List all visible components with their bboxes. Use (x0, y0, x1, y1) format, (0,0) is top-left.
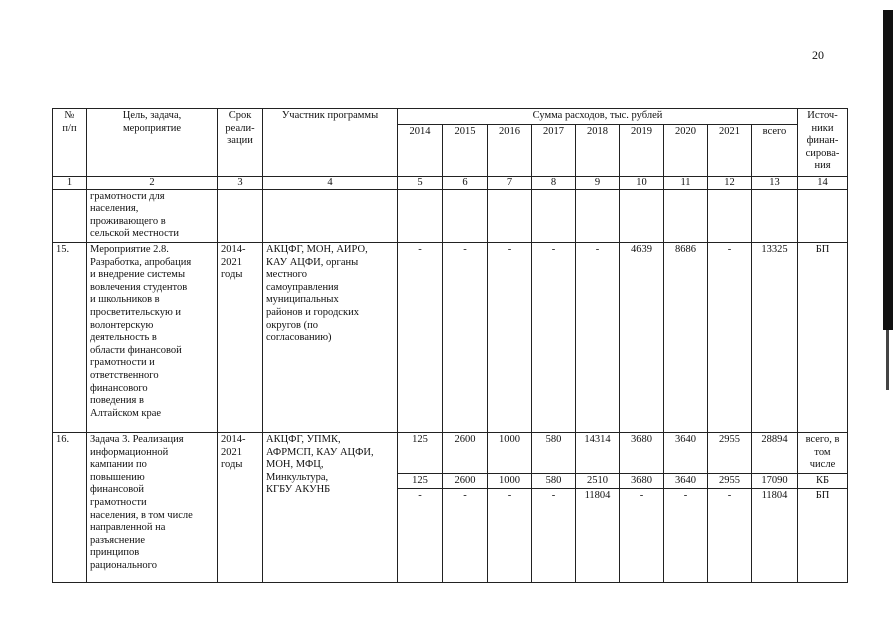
value-cell: - (398, 242, 443, 432)
value-cell: 2510 (576, 473, 620, 489)
col-number: 6 (443, 176, 488, 189)
value-cell: 28894 (752, 432, 798, 473)
col-number: 12 (708, 176, 752, 189)
year-header: 2021 (708, 124, 752, 176)
value-cell: - (620, 489, 664, 583)
value-cell: 125 (398, 473, 443, 489)
header-participant: Участник программы (263, 109, 398, 177)
col-number: 4 (263, 176, 398, 189)
header-goal: Цель, задача, мероприятие (87, 109, 218, 177)
col-number: 8 (532, 176, 576, 189)
value-cell: - (576, 242, 620, 432)
goal-cell: грамотности для населения, проживающего в сельской местности (87, 189, 218, 242)
header-term: Срок реали- зации (218, 109, 263, 177)
col-number: 11 (664, 176, 708, 189)
term-cell: 2014- 2021 годы (218, 242, 263, 432)
source-cell: всего, в том числе (798, 432, 848, 473)
page-number: 20 (812, 48, 824, 62)
value-cell: - (398, 489, 443, 583)
col-number: 2 (87, 176, 218, 189)
value-cell: 125 (398, 432, 443, 473)
value-cell: 1000 (488, 432, 532, 473)
col-number: 5 (398, 176, 443, 189)
value-cell: 13325 (752, 242, 798, 432)
year-header: 2015 (443, 124, 488, 176)
value-cell: - (664, 489, 708, 583)
participant-cell: АКЦФГ, УПМК, АФРМСП, КАУ АЦФИ, МОН, МФЦ, Минкультура, КГБУ АКУНБ (263, 432, 398, 582)
source-cell: БП (798, 242, 848, 432)
col-number: 9 (576, 176, 620, 189)
source-cell: КБ (798, 473, 848, 489)
source-cell: БП (798, 489, 848, 583)
goal-cell: Мероприятие 2.8. Разработка, апробация и внедрение системы вовлечения студентов и школьников в просветительскую и волонтерскую деятельность в области финансовой грамотности и ответственного финансового поведения в Алтайском крае (87, 242, 218, 432)
year-header: 2017 (532, 124, 576, 176)
term-cell: 2014- 2021 годы (218, 432, 263, 582)
col-number: 10 (620, 176, 664, 189)
scan-edge (883, 10, 893, 330)
value-cell: 11804 (752, 489, 798, 583)
value-cell: 580 (532, 473, 576, 489)
value-cell: 2955 (708, 432, 752, 473)
col-number: 3 (218, 176, 263, 189)
value-cell: - (532, 489, 576, 583)
col-number: 1 (53, 176, 87, 189)
table-row (53, 242, 848, 432)
value-cell: 2955 (708, 473, 752, 489)
value-cell: 2600 (443, 473, 488, 489)
value-cell: 3680 (620, 432, 664, 473)
col-number: 14 (798, 176, 848, 189)
value-cell: - (443, 242, 488, 432)
year-header: 2018 (576, 124, 620, 176)
value-cell: 11804 (576, 489, 620, 583)
col-number: 7 (488, 176, 532, 189)
header-source: Источ- ники финан- сирова- ния (798, 109, 848, 177)
value-cell: - (488, 489, 532, 583)
year-header: 2020 (664, 124, 708, 176)
row-number: 16. (53, 432, 87, 582)
value-cell: - (488, 242, 532, 432)
value-cell: 1000 (488, 473, 532, 489)
header-sum: Сумма расходов, тыс. рублей (398, 109, 798, 125)
value-cell: - (532, 242, 576, 432)
expenses-table (52, 108, 848, 583)
value-cell: - (443, 489, 488, 583)
value-cell: - (708, 242, 752, 432)
value-cell: 4639 (620, 242, 664, 432)
year-header: 2016 (488, 124, 532, 176)
value-cell: 14314 (576, 432, 620, 473)
year-header: 2014 (398, 124, 443, 176)
value-cell: 3640 (664, 432, 708, 473)
goal-cell: Задача 3. Реализация информационной кампании по повышению финансовой грамотности населения, в том числе направленной на разъяснение принципов рационального (87, 432, 218, 582)
value-cell: - (708, 489, 752, 583)
value-cell: 3640 (664, 473, 708, 489)
participant-cell: АКЦФГ, МОН, АИРО, КАУ АЦФИ, органы местного самоуправления муниципальных районов и городских округов (по согласованию) (263, 242, 398, 432)
row-number: 15. (53, 242, 87, 432)
table-row (53, 432, 848, 473)
header-num: № п/п (53, 109, 87, 177)
value-cell: 2600 (443, 432, 488, 473)
value-cell: 8686 (664, 242, 708, 432)
scan-edge (886, 330, 889, 390)
year-header: 2019 (620, 124, 664, 176)
value-cell: 580 (532, 432, 576, 473)
table-row (53, 189, 848, 242)
year-header: всего (752, 124, 798, 176)
value-cell: 17090 (752, 473, 798, 489)
col-number: 13 (752, 176, 798, 189)
value-cell: 3680 (620, 473, 664, 489)
